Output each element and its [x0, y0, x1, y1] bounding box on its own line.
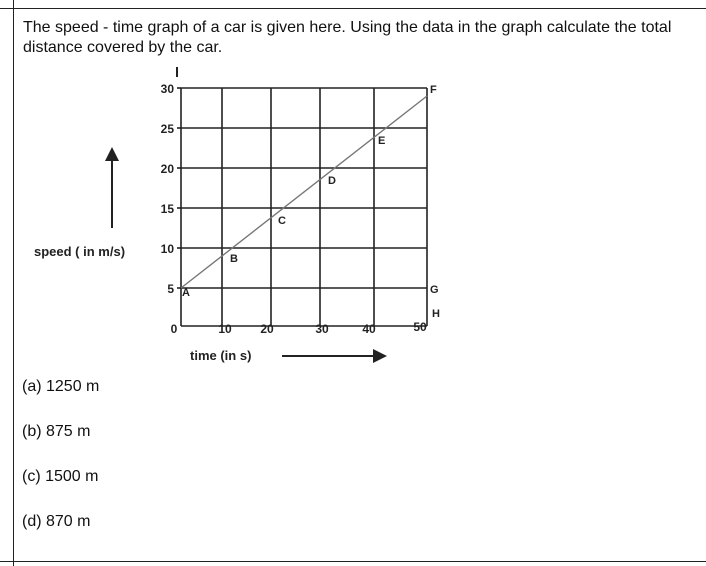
option-d[interactable]: (d) 870 m: [22, 513, 91, 530]
option-c[interactable]: (c) 1500 m: [22, 468, 99, 485]
option-b[interactable]: (b) 875 m: [22, 423, 91, 440]
y-tick-label: 20: [160, 162, 174, 176]
x-tick-label: 50: [413, 320, 427, 334]
y-tick-label: 5: [167, 282, 174, 296]
y-tick-label: 30: [160, 82, 174, 96]
question-text: The speed - time graph of a car is given here. Using the data in the graph calculate the total distance covered by the car.: [23, 19, 672, 56]
y-tick-label: 25: [160, 122, 174, 136]
x-tick-label: 30: [315, 322, 329, 336]
point-label-h: H: [432, 308, 440, 320]
point-label-b: B: [230, 253, 238, 265]
point-label-d: D: [328, 175, 336, 187]
y-tick-label: 15: [160, 202, 174, 216]
x-tick-label: 20: [260, 322, 274, 336]
point-labels: [182, 84, 440, 320]
axis-tick-labels: [161, 82, 427, 336]
speed-line: [181, 96, 427, 288]
point-label-a: A: [182, 287, 190, 299]
option-a[interactable]: (a) 1250 m: [22, 378, 100, 395]
y-axis-label: speed ( in m/s): [34, 244, 126, 259]
point-label-f: F: [430, 84, 437, 96]
point-label-c: C: [278, 215, 286, 227]
speed-series: [181, 96, 427, 288]
graph-grid: [177, 88, 427, 326]
y-tick-label: 10: [160, 242, 174, 256]
x-tick-label: 10: [218, 322, 232, 336]
x-tick-label: 40: [362, 322, 376, 336]
x-tick-label: 0: [170, 322, 178, 336]
point-label-g: G: [430, 284, 439, 296]
point-label-e: E: [378, 135, 386, 147]
x-axis-label: time (in s): [190, 348, 252, 363]
